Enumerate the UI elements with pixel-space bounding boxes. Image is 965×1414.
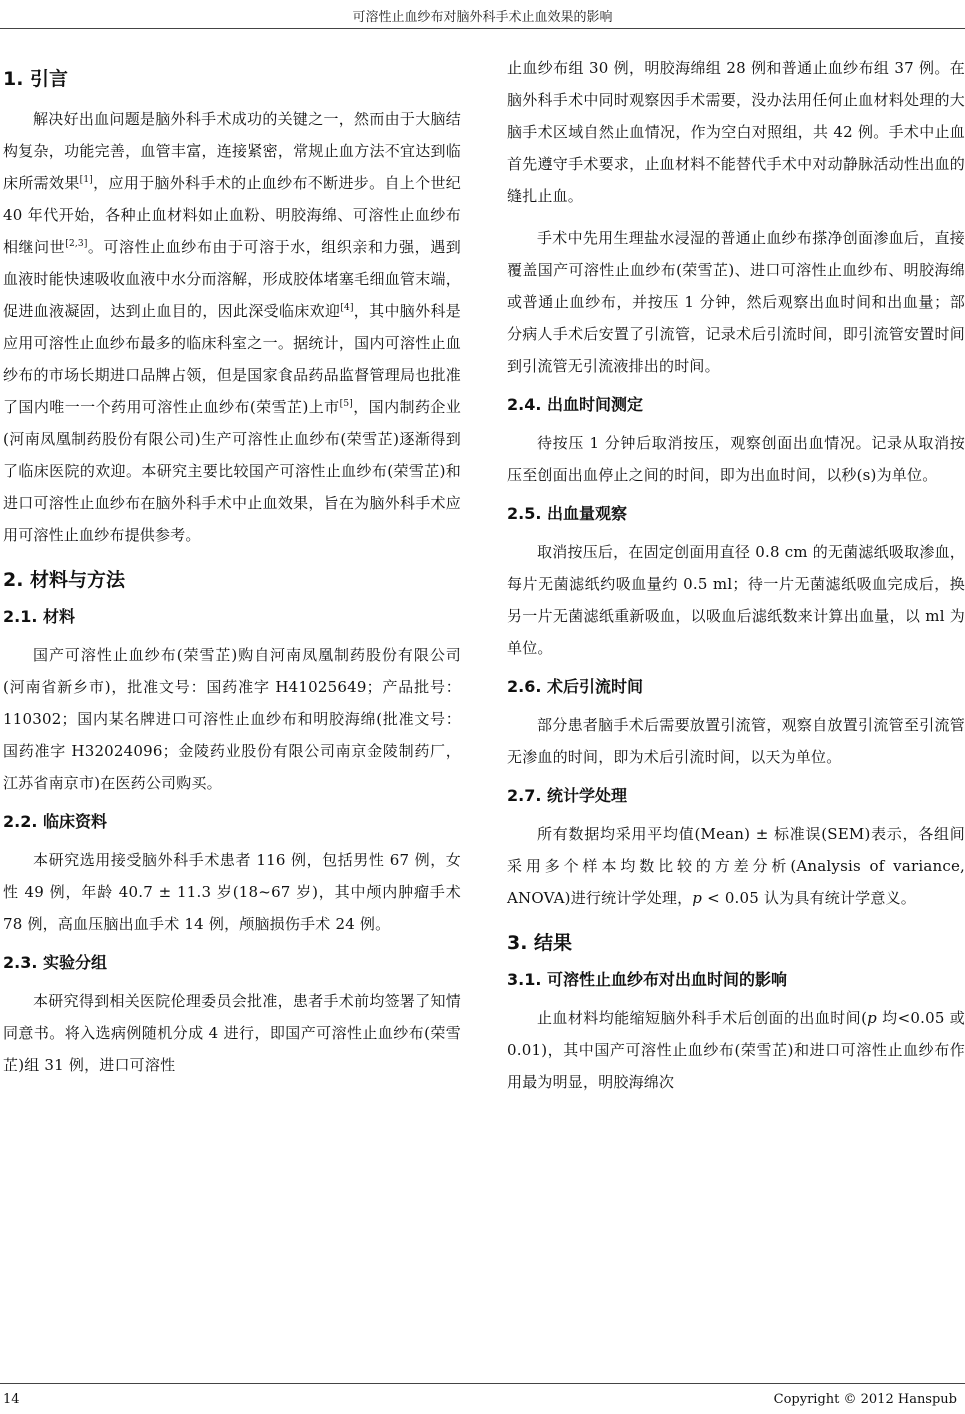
materials-paragraph: 国产可溶性止血纱布(荣雪芷)购自河南凤凰制药股份有限公司(河南省新乡市)，批准文号：国药准字 H41025649；产品批号：110302；国内某名牌进口可溶性止血纱布和明胶海绵(批准文号：国药准字 H32024096；金陵药业股份有限公司南京金陵制药厂，江苏省南京市)在医药公司购买。: [3, 646, 462, 792]
clinical-data-paragraph: 本研究选用接受脑外科手术患者 116 例，包括男性 67 例，女性 49 例，年龄 40.7 ± 11.3 岁(18~67 岁)，其中颅内肿瘤手术 78 例，高血压脑出血手术 14 例，颅脑损伤手术 24 例。: [3, 851, 461, 933]
drainage-time-paragraph: 部分患者脑手术后需要放置引流管，观察自放置引流管至引流管无渗血的时间，即为术后引流时间，以天为单位。: [507, 716, 965, 766]
citation: [4]: [340, 303, 354, 313]
results-paragraph: 止血材料均能缩短脑外科手术后创面的出血时间(p 均<0.05 或 0.01)，其中国产可溶性止血纱布(荣雪芷)和进口可溶性止血纱布作用最为明显，明胶海绵次: [507, 1009, 965, 1091]
citation: [1]: [79, 175, 94, 185]
section-2-title: 2. 材料与方法: [3, 569, 126, 591]
section-2-2-title: 2.2. 临床资料: [3, 812, 107, 831]
grouping-paragraph: 本研究得到相关医院伦理委员会批准，患者手术前均签署了知情同意书。将入选病例随机分成 4 进行，即国产可溶性止血纱布(荣雪芷)组 31 例，进口可溶性: [3, 992, 461, 1074]
section-2-5-title: 2.5. 出血量观察: [507, 504, 627, 523]
footer-rule: [0, 1383, 965, 1384]
section-3-title: 3. 结果: [507, 932, 573, 954]
running-header: 可溶性止血纱布对脑外科手术止血效果的影响: [352, 10, 613, 25]
copyright-notice: Copyright © 2012 Hanspub: [773, 1392, 957, 1407]
procedure-paragraph: 手术中先用生理盐水浸湿的普通止血纱布搽净创面渗血后，直接覆盖国产可溶性止血纱布(荣雪芷)、进口可溶性止血纱布、明胶海绵或普通止血纱布，并按压 1 分钟，然后观察出血时间和出血量；部分病人手术后安置了引流管，记录术后引流时间，即引流管安置时间到引流管无引流液排出的时间。: [507, 229, 965, 375]
section-2-1-title: 2.1. 材料: [3, 607, 75, 626]
header-rule: [0, 28, 965, 29]
bleeding-volume-paragraph: 取消按压后，在固定创面用直径 0.8 cm 的无菌滤纸吸取渗血，每片无菌滤纸约吸血量约 0.5 ml；待一片无菌滤纸吸血完成后，换另一片无菌滤纸重新吸血，以吸血后滤纸数来计算出血量，以 ml 为单位。: [507, 543, 965, 657]
page-number: 14: [3, 1392, 20, 1407]
section-2-3-title: 2.3. 实验分组: [3, 953, 107, 972]
section-2-4-title: 2.4. 出血时间测定: [507, 395, 643, 414]
intro-paragraph: 解决好出血问题是脑外科手术成功的关键之一，然而由于大脑结构复杂，功能完善，血管丰富，连接紧密，常规止血方法不宜达到临床所需效果[1]，应用于脑外科手术的止血纱布不断进步。自上个世纪 40 年代开始，各种止血材料如止血粉、明胶海绵、可溶性止血纱布相继问世[2,3]。可溶性止血纱布由于可溶于水，组织亲和力强，遇到血液时能快速吸收血液中水分而溶解，形成胶体堵塞毛细血管末端，促进血液凝固，达到止血目的，因此深受临床欢迎[4]，其中脑外科是应用可溶性止血纱布最多的临床科室之一。据统计，国内可溶性止血纱布的市场长期进口品牌占领，但是国家食品药品监督管理局也批准了国内唯一一个药用可溶性止血纱布(荣雪芷)上市[5]，国内制药企业(河南凤凰制药股份有限公司)生产可溶性止血纱布(荣雪芷)逐渐得到了临床医院的欢迎。本研究主要比较国产可溶性止血纱布(荣雪芷)和进口可溶性止血纱布在脑外科手术中止血效果，旨在为脑外科手术应用可溶性止血纱布提供参考。: [3, 110, 462, 544]
grouping-continued-paragraph: 止血纱布组 30 例，明胶海绵组 28 例和普通止血纱布组 37 例。在脑外科手术中同时观察因手术需要，没办法用任何止血材料处理的大脑手术区域自然止血情况，作为空白对照组，共 42 例。手术中止血首先遵守手术要求，止血材料不能替代手术中对动静脉活动性出血的缝扎止血。: [507, 59, 965, 205]
statistics-paragraph: 所有数据均采用平均值(Mean) ± 标准误(SEM)表示，各组间采用多个样本均数比较的方差分析(Analysis of variance, ANOVA)进行统计学处理，p < 0.05 认为具有统计学意义。: [507, 825, 965, 907]
bleeding-time-paragraph: 待按压 1 分钟后取消按压，观察创面出血情况。记录从取消按压至创面出血停止之间的时间，即为出血时间，以秒(s)为单位。: [507, 434, 965, 484]
citation: [2,3]: [65, 239, 88, 249]
left-column: [3, 50, 461, 1091]
right-column: [507, 52, 965, 1108]
section-2-7-title: 2.7. 统计学处理: [507, 786, 627, 805]
section-1-title: 1. 引言: [3, 68, 69, 90]
section-2-6-title: 2.6. 术后引流时间: [507, 677, 643, 696]
section-3-1-title: 3.1. 可溶性止血纱布对出血时间的影响: [507, 970, 787, 989]
citation: [5]: [339, 399, 353, 409]
